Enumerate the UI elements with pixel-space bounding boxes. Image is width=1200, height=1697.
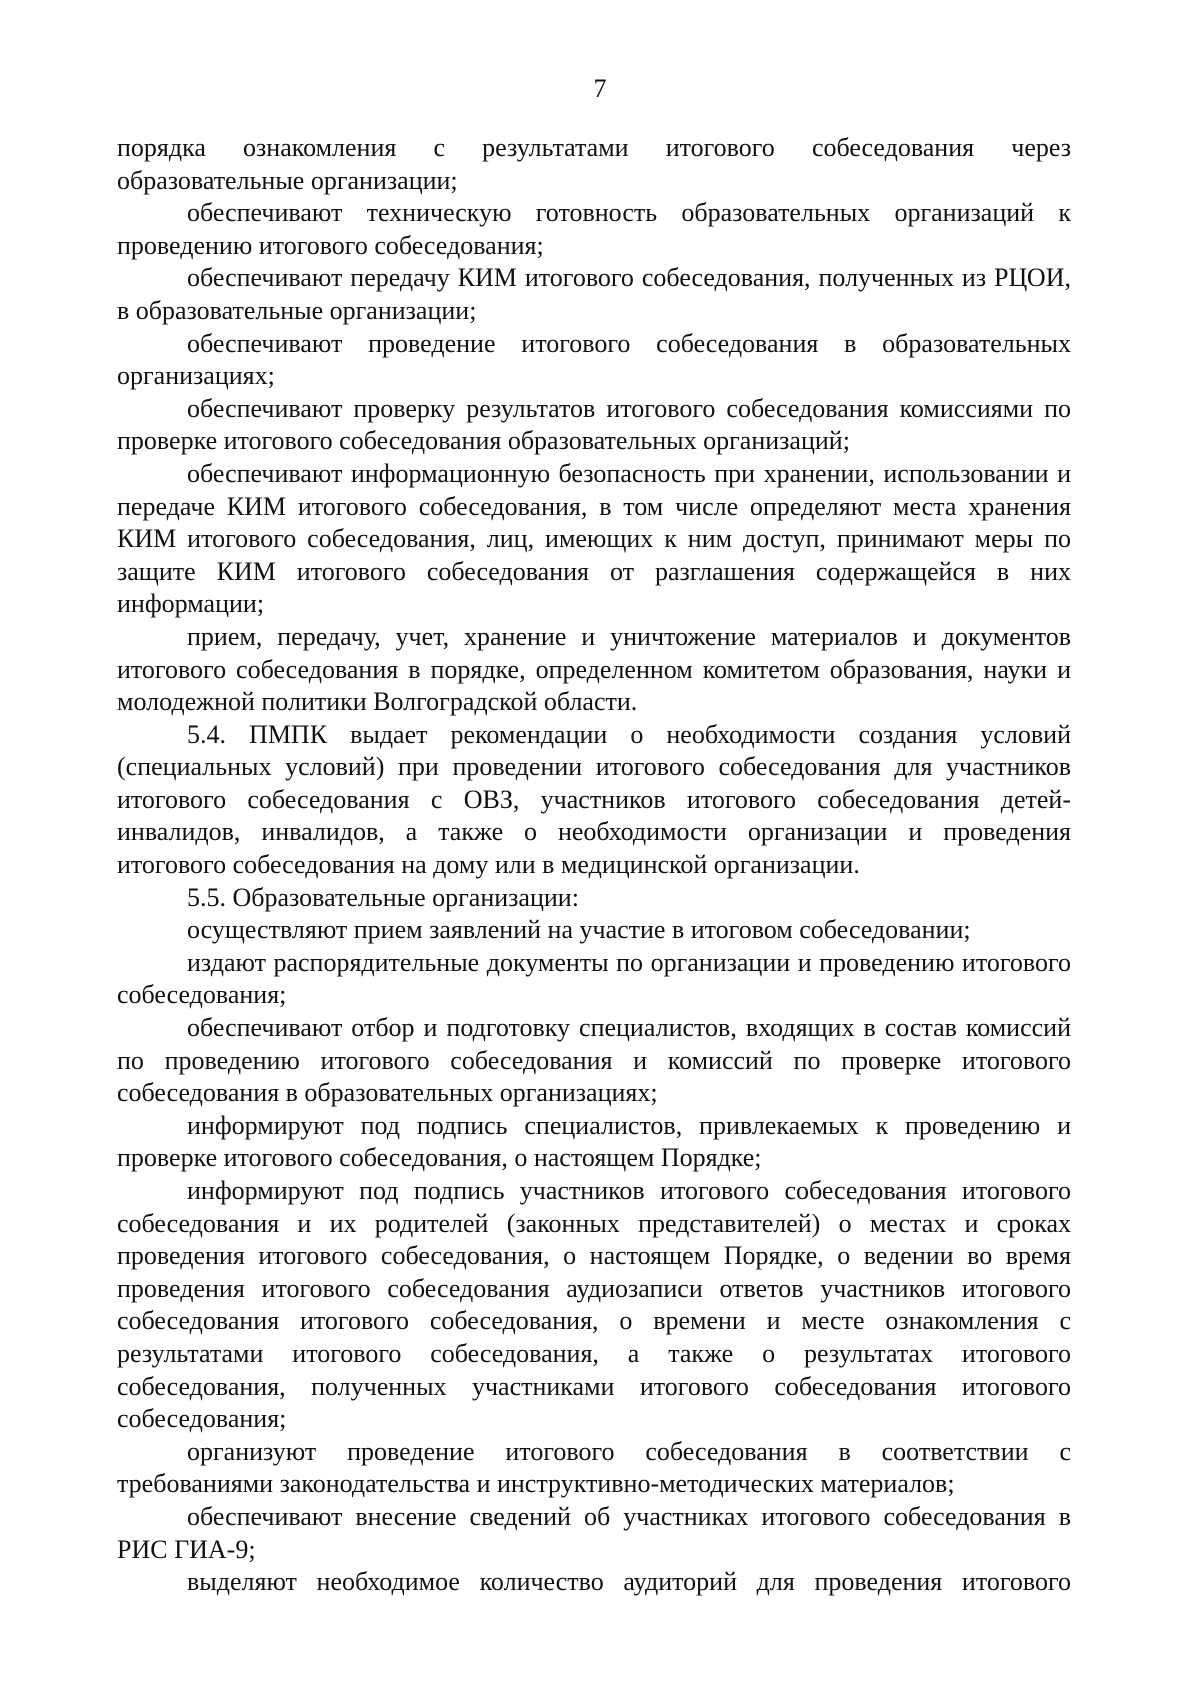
paragraph: обеспечивают проверку результатов итогового собеседования комиссиями по проверке итогового собеседования образовательных организаций; (117, 393, 1071, 456)
paragraph: информируют под подпись участников итогового собеседования итогового собеседования и их родителей (законных представителей) о местах и сроках проведения итогового собеседования, о настоящем Порядке, о ведении во время проведения итогового собеседования аудиозаписи ответов участников итогового собеседования итогового собеседования, о времени и месте ознакомления с результатами итогового собеседования, а также о результатах итогового собеседования, полученных участниками итогового собеседования итогового собеседования; (117, 1176, 1071, 1434)
paragraph: обеспечивают отбор и подготовку специалистов, входящих в состав комиссий по проведению итогового собеседования и комиссий по проверке итогового собеседования в образовательных организациях; (117, 1013, 1071, 1108)
paragraph: обеспечивают информационную безопасность при хранении, использовании и передаче КИМ итогового собеседования, в том числе определяют места хранения КИМ итогового собеседования, лиц, имеющих к ним доступ, принимают меры по защите КИМ итогового собеседования от разглашения содержащейся в них информации; (117, 458, 1071, 619)
paragraph: прием, передачу, учет, хранение и уничтожение материалов и документов итогового собеседования в порядке, определенном комитетом образования, науки и молодежной политики Волгоградской области. (117, 621, 1071, 717)
section-5-4: 5.4. ПМПК выдает рекомендации о необходимости создания условий (специальных условий) при проведении итогового собеседования для участников итогового собеседования с ОВЗ, участников итогового собеседования детей-инвалидов, инвалидов, а также о необходимости организации и проведения итогового собеседования на дому или в медицинской организации. (117, 719, 1071, 880)
paragraph-continuation: порядка ознакомления с результатами итогового собеседования через образовательные организации; (117, 133, 1071, 195)
section-5-5-heading: 5.5. Образовательные организации: (187, 882, 579, 912)
document-body (117, 132, 1071, 1599)
paragraph: обеспечивают проведение итогового собеседования в образовательных организациях; (117, 328, 1071, 391)
paragraph: организуют проведение итогового собеседования в соответствии с требованиями законодательства и инструктивно-методических материалов; (117, 1436, 1071, 1499)
paragraph: информируют под подпись специалистов, привлекаемых к проведению и проверке итогового собеседования, о настоящем Порядке; (117, 1110, 1071, 1173)
paragraph-truncated: выделяют необходимое количество аудиторий для проведения итогового (187, 1567, 1071, 1597)
paragraph: обеспечивают внесение сведений об участниках итогового собеседования в РИС ГИА-9; (117, 1501, 1071, 1564)
paragraph: осуществляют прием заявлений на участие в итоговом собеседовании; (187, 915, 971, 945)
paragraph: обеспечивают передачу КИМ итогового собеседования, полученных из РЦОИ, в образовательные организации; (117, 263, 1071, 325)
page-number: 7 (593, 74, 607, 103)
paragraph: издают распорядительные документы по организации и проведению итогового собеседования; (117, 947, 1071, 1010)
paragraph: обеспечивают техническую готовность образовательных организаций к проведению итогового собеседования; (117, 198, 1071, 260)
